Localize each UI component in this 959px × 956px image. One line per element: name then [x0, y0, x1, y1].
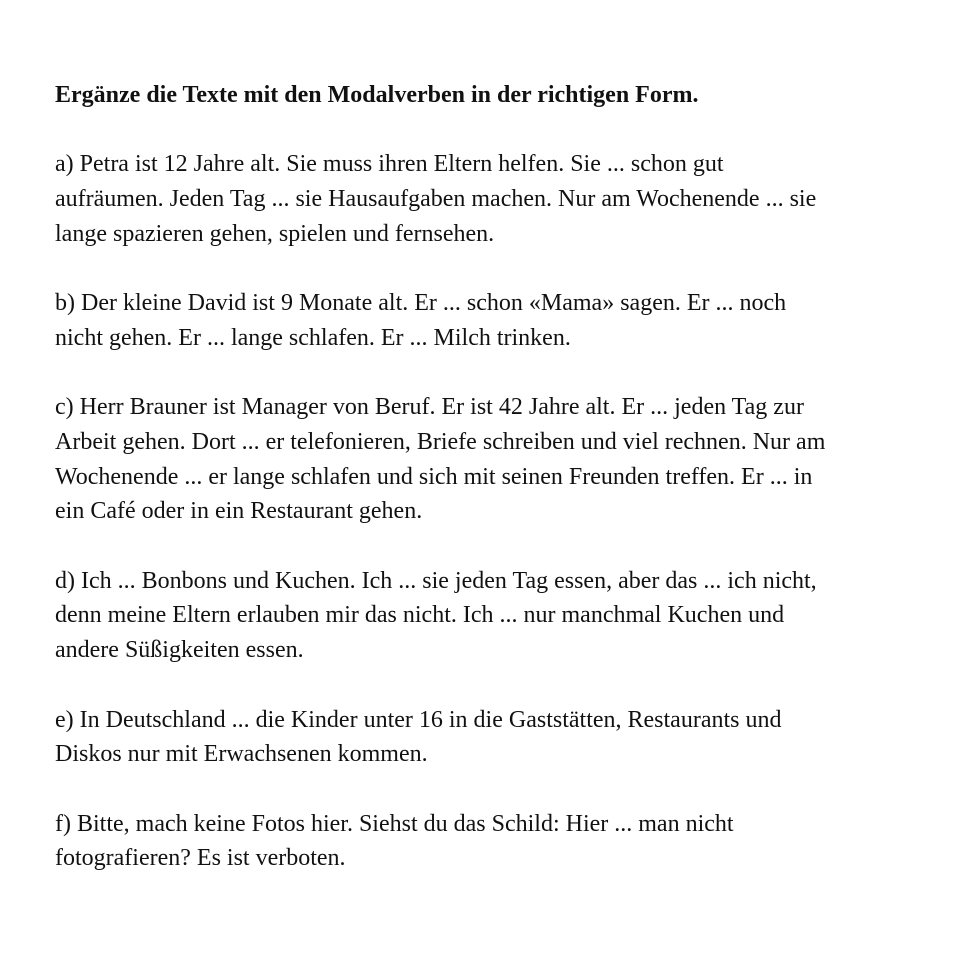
exercise-line: andere Süßigkeiten essen.	[55, 637, 304, 664]
exercise-line: lange spazieren gehen, spielen und fernsehen.	[55, 220, 495, 247]
exercise-line: aufräumen. Jeden Tag ... sie Hausaufgaben machen. Nur am Wochenende ... sie	[55, 186, 817, 213]
worksheet-page	[55, 78, 935, 911]
exercise-line: d) Ich ... Bonbons und Kuchen. Ich ... sie jeden Tag essen, aber das ... ich nicht,	[55, 567, 817, 594]
exercise-line: b) Der kleine David ist 9 Monate alt. Er ... schon «Mama» sagen. Er ... noch	[55, 290, 787, 317]
exercise-line: nicht gehen. Er ... lange schlafen. Er ... Milch trinken.	[55, 324, 571, 351]
worksheet-title: Ergänze die Texte mit den Modalverben in der richtigen Form.	[55, 82, 699, 108]
exercise-line: denn meine Eltern erlauben mir das nicht. Ich ... nur manchmal Kuchen und	[55, 602, 785, 629]
exercise-line: e) In Deutschland ... die Kinder unter 16 in die Gaststätten, Restaurants und	[55, 706, 782, 733]
exercise-line: f) Bitte, mach keine Fotos hier. Siehst du das Schild: Hier ... man nicht	[55, 810, 734, 837]
exercise-f	[55, 807, 935, 876]
exercise-line: fotografieren? Es ist verboten.	[55, 845, 346, 872]
exercise-line: a) Petra ist 12 Jahre alt. Sie muss ihren Eltern helfen. Sie ... schon gut	[55, 151, 724, 178]
exercise-a	[55, 147, 935, 251]
exercise-line: Wochenende ... er lange schlafen und sich mit seinen Freunden treffen. Er ... in	[55, 463, 813, 490]
exercise-e	[55, 703, 935, 772]
exercise-line: Diskos nur mit Erwachsenen kommen.	[55, 741, 428, 768]
exercise-line: c) Herr Brauner ist Manager von Beruf. Er ist 42 Jahre alt. Er ... jeden Tag zur	[55, 394, 804, 421]
exercise-b	[55, 286, 935, 355]
exercise-c	[55, 390, 935, 529]
exercise-line: Arbeit gehen. Dort ... er telefonieren, Briefe schreiben und viel rechnen. Nur am	[55, 428, 826, 455]
exercise-d	[55, 564, 935, 668]
exercise-line: ein Café oder in ein Restaurant gehen.	[55, 498, 423, 525]
